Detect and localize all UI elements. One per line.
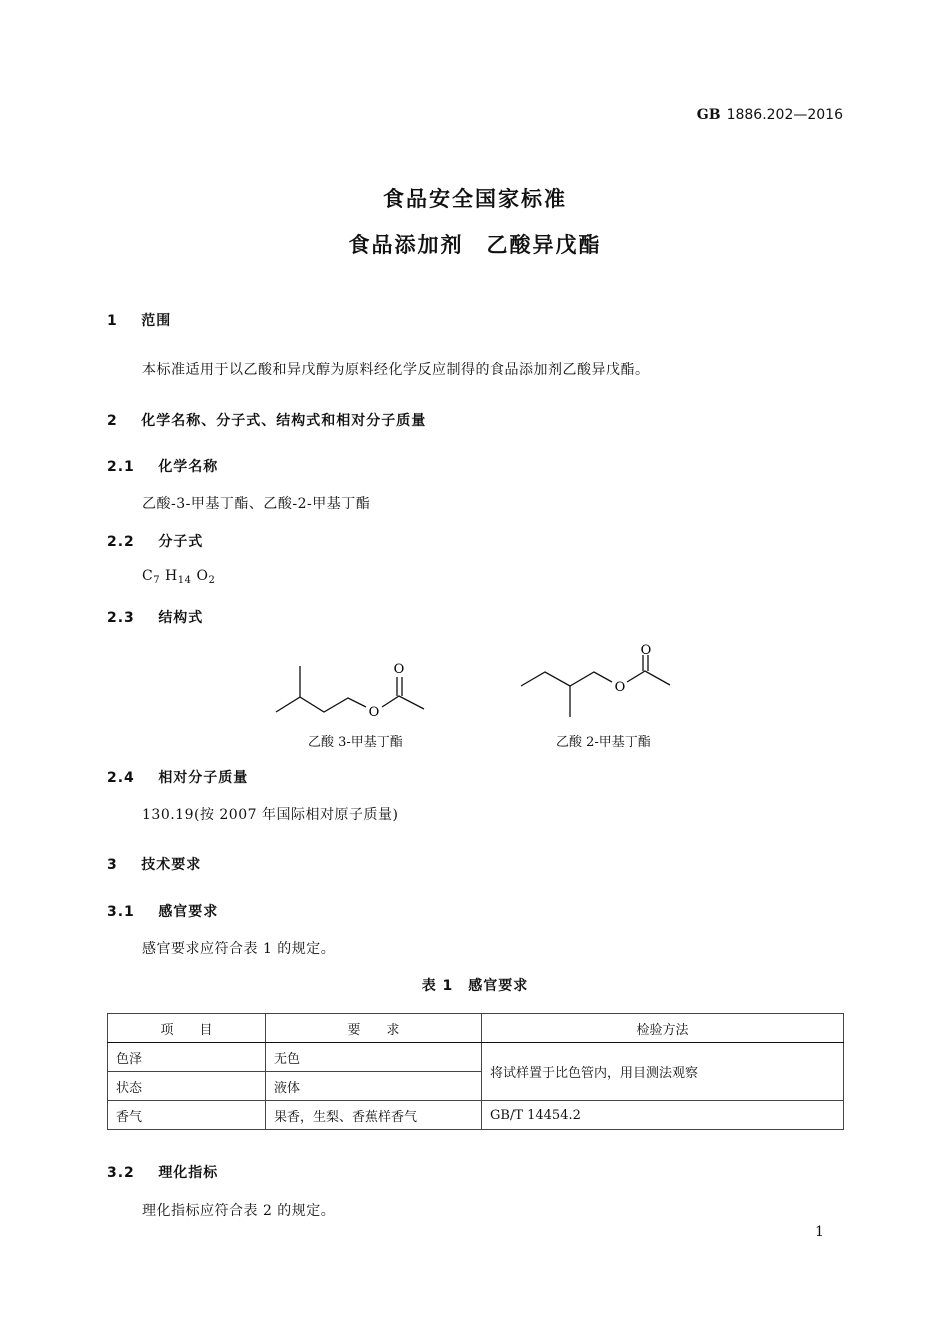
- section-3-heading: [107, 854, 201, 874]
- section-title: 化学名称、分子式、结构式和相对分子质量: [141, 413, 427, 429]
- cell-requirement: 液体: [266, 1072, 482, 1101]
- header-cell-method: 检验方法: [482, 1014, 844, 1043]
- carbon-chain-bond: [276, 666, 366, 712]
- section-3-1-text: 感官要求应符合表 1 的规定。: [142, 941, 336, 957]
- acetyl-bond: [627, 671, 670, 685]
- cell-item: 状态: [108, 1072, 266, 1101]
- section-title: 感官要求: [158, 904, 219, 920]
- formula-carbon-count: 7: [153, 575, 161, 586]
- ester-oxygen-atom: O: [614, 680, 626, 695]
- carbon-chain-bond: [521, 672, 612, 686]
- header-cell-item: 项 目: [108, 1014, 266, 1043]
- section-2-3-heading: [107, 607, 203, 627]
- structure-2-methylbutyl-acetate: [515, 642, 685, 720]
- cell-method-merged: 将试样置于比色管内，用目测法观察: [482, 1043, 844, 1101]
- table-row: [108, 1101, 844, 1130]
- section-number: 2.1: [107, 459, 135, 475]
- structure-3-methylbutyl-acetate: [270, 658, 440, 720]
- document-subtitle: 食品添加剂 乙酸异戊酯: [348, 233, 602, 257]
- section-title: 分子式: [158, 534, 204, 550]
- section-2-1-heading: [107, 456, 218, 476]
- section-title: 技术要求: [141, 857, 202, 873]
- cell-item: 香气: [108, 1101, 266, 1130]
- cell-requirement: 果香，生梨、香蕉样香气: [266, 1101, 482, 1130]
- cell-item: 色泽: [108, 1043, 266, 1072]
- acetyl-bond: [382, 696, 424, 709]
- section-2-4-heading: [107, 767, 248, 787]
- table-header-row: [108, 1014, 844, 1043]
- formula-oxygen: O: [196, 568, 209, 584]
- section-title: 理化指标: [158, 1165, 219, 1181]
- table-1-caption: 表 1 感官要求: [421, 978, 529, 994]
- section-1-heading: [107, 310, 171, 330]
- formula-hydrogen: H: [165, 568, 178, 584]
- standard-code: [697, 107, 843, 123]
- structure-caption-2: 乙酸 2-甲基丁酯: [556, 735, 651, 750]
- section-title: 化学名称: [158, 459, 219, 475]
- section-number: 2.3: [107, 610, 135, 626]
- formula-oxygen-count: 2: [208, 575, 216, 586]
- section-number: 3.2: [107, 1165, 135, 1181]
- ester-oxygen-atom: O: [368, 705, 380, 720]
- structure-caption-1: 乙酸 3-甲基丁酯: [308, 735, 403, 750]
- section-title: 结构式: [158, 610, 204, 626]
- sensory-requirements-table: [107, 1013, 844, 1130]
- carbonyl-oxygen-atom: O: [640, 643, 652, 658]
- page-number: 1: [815, 1224, 824, 1240]
- section-number: 1: [107, 313, 118, 329]
- formula-carbon: C: [142, 568, 154, 584]
- section-number: 2.2: [107, 534, 135, 550]
- molecular-formula: [142, 568, 215, 586]
- section-2-heading: [107, 410, 426, 430]
- document-title: 食品安全国家标准: [383, 187, 567, 211]
- cell-requirement: 无色: [266, 1043, 482, 1072]
- formula-hydrogen-count: 14: [177, 575, 192, 586]
- section-number: 2: [107, 413, 118, 429]
- section-1-text: 本标准适用于以乙酸和异戊醇为原料经化学反应制得的食品添加剂乙酸异戊酯。: [142, 362, 650, 378]
- header-cell-requirement: 要 求: [266, 1014, 482, 1043]
- section-title: 相对分子质量: [158, 770, 249, 786]
- section-number: 3: [107, 857, 118, 873]
- cell-method: GB/T 14454.2: [482, 1101, 844, 1130]
- section-3-2-text: 理化指标应符合表 2 的规定。: [142, 1203, 336, 1219]
- section-title: 范围: [141, 313, 172, 329]
- molecular-mass: 130.19(按 2007 年国际相对原子质量): [142, 807, 399, 823]
- section-number: 2.4: [107, 770, 135, 786]
- standard-code-number: 1886.202—2016: [726, 107, 843, 123]
- chemical-names: 乙酸-3-甲基丁酯、乙酸-2-甲基丁酯: [142, 496, 371, 512]
- section-number: 3.1: [107, 904, 135, 920]
- section-2-2-heading: [107, 531, 203, 551]
- table-row: [108, 1043, 844, 1072]
- standard-code-prefix: GB: [696, 107, 721, 123]
- section-3-2-heading: [107, 1162, 218, 1182]
- carbonyl-oxygen-atom: O: [393, 662, 405, 677]
- section-3-1-heading: [107, 901, 218, 921]
